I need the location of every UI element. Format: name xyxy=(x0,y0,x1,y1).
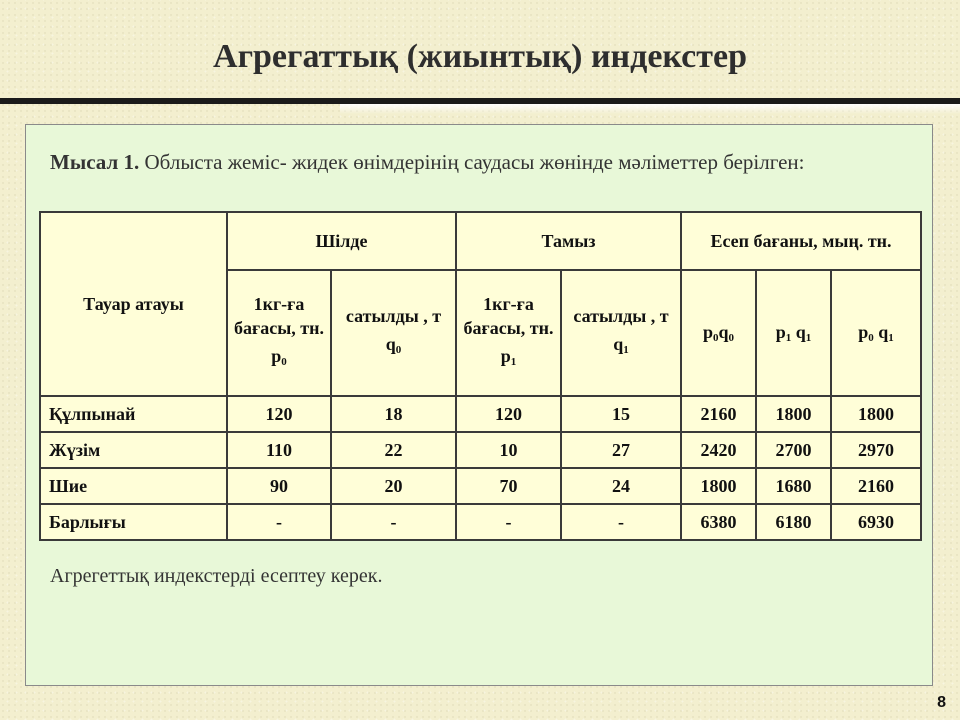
title-divider-highlight xyxy=(340,104,960,114)
cell-p1q1: 1800 xyxy=(756,396,831,432)
cell-p1: 120 xyxy=(456,396,561,432)
cell-q1: 24 xyxy=(561,468,681,504)
header-july-sold: сатылды , т $q_0$ xyxy=(331,270,456,396)
header-product: Тауар атауы xyxy=(40,212,227,396)
header-august: Тамыз xyxy=(456,212,681,270)
slide-title: Агрегаттық (жиынтық) индекстер xyxy=(213,38,747,75)
header-july-price: 1кг-ға бағасы, тн. $p_0$ xyxy=(227,270,331,396)
cell-p0: 120 xyxy=(227,396,331,432)
intro-text: Облыста жеміс- жидек өнімдерінің саудасы жөнінде мәліметтер берілген: xyxy=(139,150,805,174)
cell-q1: 15 xyxy=(561,396,681,432)
cell-p1q1: 1680 xyxy=(756,468,831,504)
cell-p1: 70 xyxy=(456,468,561,504)
cell-p0q0: 1800 xyxy=(681,468,756,504)
cell-p0q0: 6380 xyxy=(681,504,756,540)
cell-p0q1: 6930 xyxy=(831,504,921,540)
data-table-wrapper xyxy=(39,211,922,541)
cell-p1: - xyxy=(456,504,561,540)
cell-p0q1: 2970 xyxy=(831,432,921,468)
row-name: Жүзім xyxy=(40,432,227,468)
cell-q0: 20 xyxy=(331,468,456,504)
cell-q0: 22 xyxy=(331,432,456,468)
cell-q0: 18 xyxy=(331,396,456,432)
cell-p1: 10 xyxy=(456,432,561,468)
header-p1q1: $p_1$ $q_1$ xyxy=(756,270,831,396)
page-number: 8 xyxy=(937,694,946,711)
cell-p0: 110 xyxy=(227,432,331,468)
cell-p0q1: 2160 xyxy=(831,468,921,504)
header-p0q0: $p_0q_0$ xyxy=(681,270,756,396)
example-label: Мысал 1. xyxy=(50,150,140,174)
cell-q1: 27 xyxy=(561,432,681,468)
task-text: Агрегеттық индекстерді есептеу керек. xyxy=(50,565,383,587)
row-name: Құлпынай xyxy=(40,396,227,432)
cell-p0q0: 2160 xyxy=(681,396,756,432)
header-calc: Есеп бағаны, мың. тн. xyxy=(681,212,921,270)
header-p0q1: $p_0$ $q_1$ xyxy=(831,270,921,396)
row-name: Шие xyxy=(40,468,227,504)
cell-p0: 90 xyxy=(227,468,331,504)
table-row-total xyxy=(40,504,921,540)
data-table xyxy=(39,211,922,541)
header-july: Шілде xyxy=(227,212,456,270)
cell-q1: - xyxy=(561,504,681,540)
header-august-price: 1кг-ға бағасы, тн. $p_1$ xyxy=(456,270,561,396)
table-row xyxy=(40,432,921,468)
content-panel xyxy=(25,124,933,686)
cell-p1q1: 2700 xyxy=(756,432,831,468)
row-name: Барлығы xyxy=(40,504,227,540)
header-august-sold: сатылды , т $q_1$ xyxy=(561,270,681,396)
table-row xyxy=(40,468,921,504)
cell-q0: - xyxy=(331,504,456,540)
cell-p0: - xyxy=(227,504,331,540)
cell-p0q1: 1800 xyxy=(831,396,921,432)
cell-p1q1: 6180 xyxy=(756,504,831,540)
table-row xyxy=(40,396,921,432)
cell-p0q0: 2420 xyxy=(681,432,756,468)
intro-paragraph xyxy=(50,147,910,177)
